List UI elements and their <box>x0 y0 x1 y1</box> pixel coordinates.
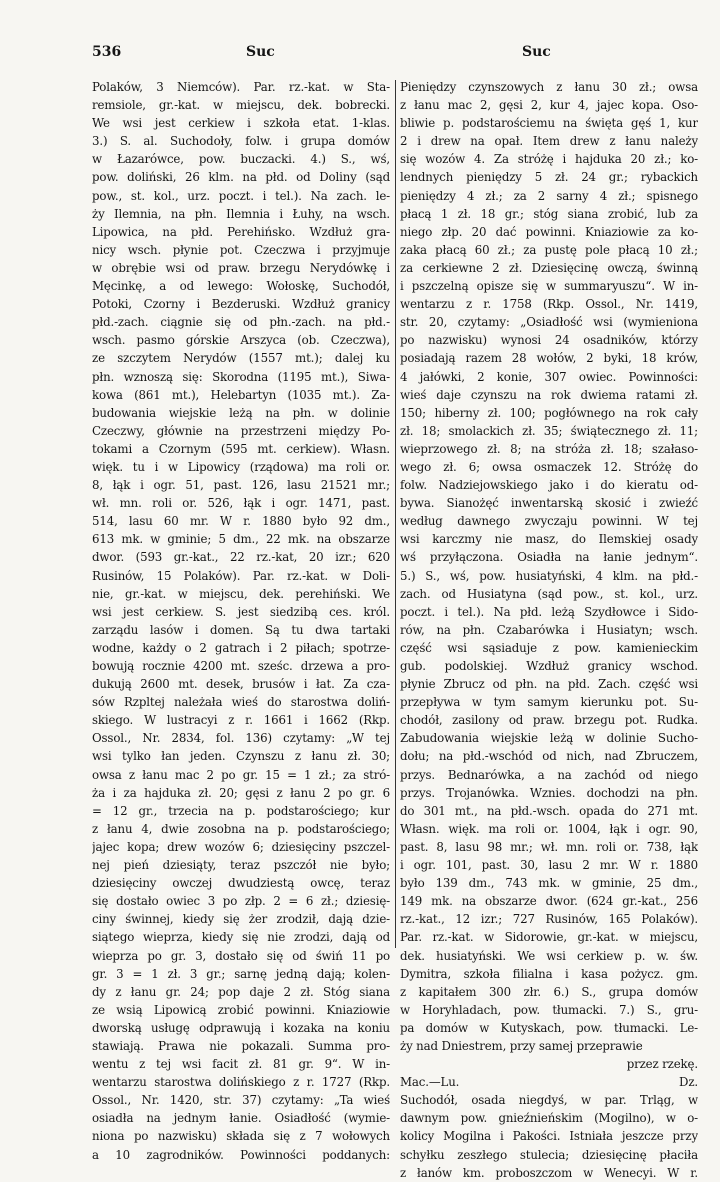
text-line: 149 mk. na obszarze dwor. (624 gr.-kat., 256 <box>400 894 698 909</box>
text-line: schyłku zeszłego stulecia; dziesięcinę płaciła <box>400 1147 698 1162</box>
left-column <box>92 78 390 1164</box>
text-line: 150; hiberny zł. 100; pogłównego na rok cały <box>400 405 698 420</box>
text-line: się dostało owiec 3 po złp. 2 = 6 zł.; dziesię- <box>92 894 390 909</box>
text-line: płn. wznoszą się: Skorodna (1195 mt.), Siwa- <box>92 369 390 384</box>
text-line: więk. tu i w Lipowicy (rządowa) ma roli or. <box>92 459 390 474</box>
text-line: według dawnego zwyczaju powinni. W tej <box>400 514 698 529</box>
text-line: za cerkiewne 2 zł. Dziesięcinę owczą, świnną <box>400 260 698 275</box>
text-line: Mac.—Lu. Dz. <box>400 1075 698 1090</box>
text-line: i pszczelną opisze się w summaryuszu“. W in- <box>400 279 698 294</box>
text-line: = 12 gr., trzecia na p. podstarościego; kur <box>92 803 390 818</box>
text-line: zach. od Husiatyna (sąd pow., st. kol., urz. <box>400 586 698 601</box>
text-line: ze wsią Lipowicą zrobić powinni. Kniaziowie <box>92 1002 390 1017</box>
text-line: dy z łanu gr. 24; pop daje 2 zł. Stóg siana <box>92 984 390 999</box>
text-line: wego zł. 6; owsa osmaczek 12. Stróżę do <box>400 459 698 474</box>
text-line: Potoki, Czorny i Bezderuski. Wzdłuż granicy <box>92 297 390 312</box>
text-line: niona po nazwisku) składa się z 7 wołowych <box>92 1129 390 1144</box>
text-line: ży Ilemnia, na płn. Ilemnia i Łuhy, na wsch. <box>92 206 390 221</box>
text-line: rów, na płn. Czabarówka i Husiatyn; wsch. <box>400 622 698 637</box>
text-line: z łanów km. proboszczom w Wenecyi. W r. <box>400 1165 698 1180</box>
text-line: pow. doliński, 26 klm. na płd. od Doliny (sąd <box>92 170 390 185</box>
text-line: wś przyłączona. Osiadła na łanie jednym“. <box>400 550 698 565</box>
text-line: z łanu mac 2, gęsi 2, kur 4, jajec kopa. Oso- <box>400 98 698 113</box>
text-line: gr. 3 = 1 zł. 3 gr.; sarnę jedną dają; kolen- <box>92 966 390 981</box>
text-line: skiego. W lustracyi z r. 1661 i 1662 (Rkp. <box>92 713 390 728</box>
text-line: wentarzu starostwa dolińskiego z r. 1727 (Rkp. <box>92 1075 390 1090</box>
text-line: pow., st. kol., urz. poczt. i tel.). Na zach. le- <box>92 188 390 203</box>
text-line: dawnym pow. gnieźnieńskim (Mogilno), w o- <box>400 1111 698 1126</box>
text-line: We wsi jest cerkiew i szkoła etat. 1-klas. <box>92 116 390 131</box>
text-line: było 139 dm., 743 mk. w gminie, 25 dm., <box>400 876 698 891</box>
right-column <box>400 78 698 1182</box>
text-line: Dymitra, szkoła filialna i kasa pożycz. gm. <box>400 966 698 981</box>
text-line: owsa z łanu mac 2 po gr. 15 = 1 zł.; za stró- <box>92 767 390 782</box>
text-line: płacą 1 zł. 18 gr.; stóg siana zrobić, lub za <box>400 206 698 221</box>
text-line: 4 jałówki, 2 konie, 307 owiec. Powinności: <box>400 369 698 384</box>
text-line: lendnych pieniędzy 5 zł. 24 gr.; rybackich <box>400 170 698 185</box>
text-line: wieprzowego zł. 8; na stróża zł. 18; szałaso- <box>400 441 698 456</box>
text-line: 8, łąk i ogr. 51, past. 126, lasu 21521 mr.; <box>92 478 390 493</box>
text-line: bowują rocznie 4200 mt. sześc. drzewa a pro- <box>92 659 390 673</box>
text-line: nej pień dziesiąty, teraz pszczół nie było; <box>92 858 390 873</box>
text-line: Par. rz.-kat. w Sidorowie, gr.-kat. w miejscu, <box>400 930 698 945</box>
text-line: tokami a Czornym (595 mt. cerkiew). Własn. <box>92 441 390 456</box>
text-line: Suchodół, osada niegdyś, w par. Trląg, w <box>400 1093 698 1108</box>
text-line: dołu; na płd.-wschód od nich, nad Zbruczem, <box>400 749 698 764</box>
text-line: nie, gr.-kat. w miejscu, dek. perehiński. We <box>92 586 390 601</box>
column-rule <box>395 80 396 948</box>
text-line: gub. podolskiej. Wzdłuż granicy wschod. <box>400 659 698 673</box>
text-line: wsch. pasmo górskie Arszyca (ob. Czeczwa), <box>92 333 390 348</box>
text-line: dek. husiatyński. We wsi cerkiew p. w. św. <box>400 948 698 963</box>
text-line: poczt. i tel.). Na płd. leżą Szydłowce i Sido- <box>400 604 698 619</box>
text-line: Czeczwy, głównie na przestrzeni między Po- <box>92 423 390 438</box>
text-line: ża i za hajduka zł. 20; gęsi z łanu 2 po gr. 6 <box>92 785 390 800</box>
text-line: przys. Bednarówka, a na zachód od niego <box>400 767 698 782</box>
text-line: dwor. (593 gr.-kat., 22 rz.-kat, 20 izr.; 620 <box>92 550 390 565</box>
text-line: przepływa w tym samym kierunku pot. Su- <box>400 695 698 710</box>
text-line: stawiają. Prawa nie pokazali. Summa pro- <box>92 1038 390 1053</box>
text-line: Własn. więk. ma roli or. 1004, łąk i ogr. 90, <box>400 821 698 836</box>
text-line: a 10 zagrodników. Powinności poddanych: <box>92 1147 390 1162</box>
text-line: 3.) S. al. Suchodoły, folw. i grupa domów <box>92 134 390 149</box>
text-line: płd.-zach. ciągnie się od płn.-zach. na płd.- <box>92 315 390 330</box>
text-line: bywa. Sianożęć inwentarską skosić i zwieźć <box>400 496 698 511</box>
text-line: Zabudowania wiejskie leżą w dolinie Sucho- <box>400 731 698 746</box>
page-number: 536 <box>92 44 122 60</box>
page-header <box>0 44 720 68</box>
text-line: dziesięciny owczej dwudziestą owcę, teraz <box>92 876 390 891</box>
text-line: 2 i drew na opał. Item drew z łanu należy <box>400 134 698 149</box>
text-line: budowania wiejskie leżą na płn. w dolinie <box>92 405 390 420</box>
text-line: chodół, zasilony od praw. brzegu pot. Rudka. <box>400 713 698 728</box>
text-line: Rusinów, 15 Polaków). Par. rz.-kat. w Doli- <box>92 568 390 583</box>
running-head-left: Suc <box>246 44 275 60</box>
text-line: wieprza po gr. 3, dostało się od świń 11 po <box>92 948 390 963</box>
text-line: kowa (861 mt.), Helebartyn (1035 mt.). Za- <box>92 387 390 402</box>
text-line: wodne, każdy o 2 gatrach i 2 piłach; spotrze- <box>92 640 390 655</box>
text-line: z łanu 4, dwie zosobna na p. podstarościego; <box>92 821 390 836</box>
text-line: wsi tylko łan jeden. Czynszu z łanu zł. 30; <box>92 749 390 764</box>
text-line: 5.) S., wś, pow. husiatyński, 4 klm. na płd.- <box>400 568 698 583</box>
text-line: 514, lasu 60 mr. W r. 1880 było 92 dm., <box>92 514 390 529</box>
text-line: i ogr. 101, past. 30, lasu 2 mr. W r. 1880 <box>400 858 698 873</box>
text-line: w obrębie wsi od praw. brzegu Nerydówkę i <box>92 260 390 275</box>
text-line: ciny świnnej, kiedy się żer zrodził, dają dzie- <box>92 912 390 927</box>
text-line: bliwie p. podstarościemu na święta gęś 1, kur <box>400 116 698 131</box>
text-line: Ossol., Nr. 1420, str. 37) czytamy: „Ta wieś <box>92 1093 390 1108</box>
text-line: zł. 18; smolackich zł. 35; świątecznego zł. 11; <box>400 423 698 438</box>
text-line: jajec kopa; drew wozów 6; dziesięciny pszczel- <box>92 839 390 854</box>
text-line: niego złp. 20 dać powinni. Kniaziowie za ko- <box>400 224 698 239</box>
text-line: się wozów 4. Za stróżę i hajduka 20 zł.; ko- <box>400 152 698 167</box>
text-line: ży nad Dniestrem, przy samej przeprawie <box>400 1038 643 1053</box>
text-line: pa domów w Kutyskach, pow. tłumacki. Le- <box>400 1020 698 1035</box>
text-line: wł. mn. roli or. 526, łąk i ogr. 1471, past. <box>92 496 390 511</box>
text-line: rz.-kat., 12 izr.; 727 Rusinów, 165 Polaków). <box>400 912 698 927</box>
text-line: siątego wieprza, kiedy się nie zrodzi, dają od <box>92 930 390 945</box>
text-line: Męcinkę, a od lewego: Wołoskę, Suchodół, <box>92 279 390 294</box>
text-line: osiadła na jednym łanie. Osiadłość (wymie- <box>92 1111 390 1126</box>
text-line: sów Rzpltej należała wieś do starostwa doliń- <box>92 695 390 710</box>
text-line: past. 8, lasu 98 mr.; wł. mn. roli or. 738, łąk <box>400 839 698 854</box>
text-line: Lipowica, na płd. Perehińsko. Wzdłuż gra- <box>92 224 390 239</box>
text-line: 613 mk. w gminie; 5 dm., 22 mk. na obszarze <box>92 532 390 547</box>
text-line: pieniędzy 4 zł.; za 2 sarny 4 zł.; spisnego <box>400 188 698 203</box>
text-line: Polaków, 3 Niemców). Par. rz.-kat. w Sta- <box>92 80 390 94</box>
text-line: z kapitałem 300 złr. 6.) S., grupa domów <box>400 984 698 999</box>
text-line: posiadają razem 28 wołów, 2 byki, 18 krów, <box>400 351 698 366</box>
text-line: płynie Zbrucz od płn. na płd. Zach. część wsi <box>400 677 698 692</box>
text-line: część wsi sąsiaduje z pow. kamienieckim <box>400 640 698 655</box>
text-line: kolicy Mogilna i Pakości. Istniała jeszcze przy <box>400 1129 698 1144</box>
text-line: przez rzekę. <box>626 1057 698 1072</box>
text-line: nicy wsch. płynie pot. Czeczwa i przyjmuje <box>92 242 390 257</box>
text-line: str. 20, czytamy: „Osiadłość wsi (wymieniona <box>400 315 698 330</box>
text-line: dukują 2600 mt. desek, brusów i łat. Za cza- <box>92 677 390 692</box>
text-line: remsiole, gr.-kat. w miejscu, dek. bobrecki. <box>92 98 390 113</box>
text-line: przys. Trojanówka. Wznies. dochodzi na płn. <box>400 785 698 800</box>
text-line: wsi karczmy nie masz, do Ilemskiej osady <box>400 532 698 547</box>
text-line: wentu z tej wsi facit zł. 81 gr. 9“. W in- <box>92 1057 390 1072</box>
text-line: w Horyhladach, pow. tłumacki. 7.) S., gru- <box>400 1002 698 1017</box>
text-line: po nazwisku) wynosi 24 osadników, którzy <box>400 333 698 348</box>
text-line: ze szczytem Nerydów (1557 mt.); dalej ku <box>92 351 390 366</box>
text-line: wieś daje czynszu na rok dwiema ratami zł. <box>400 387 698 402</box>
running-head-right: Suc <box>522 44 551 60</box>
text-line: dworską usługę odprawują i kozaka na koniu <box>92 1020 390 1035</box>
text-line: w Łazarówce, pow. buczacki. 4.) S., wś, <box>92 152 390 167</box>
text-line: wentarzu z r. 1758 (Rkp. Ossol., Nr. 1419, <box>400 297 698 312</box>
text-line: do 301 mt., na płd.-wsch. opada do 271 mt. <box>400 803 698 818</box>
text-line: wsi jest cerkiew. S. jest siedzibą ces. król. <box>92 604 390 619</box>
text-line: zarządu lasów i domen. Są tu dwa tartaki <box>92 622 390 637</box>
text-line: folw. Nadziejowskiego jako i do kieratu od- <box>400 478 698 493</box>
text-line: Pieniędzy czynszowych z łanu 30 zł.; owsa <box>400 80 698 94</box>
text-line: Ossol., Nr. 2834, fol. 136) czytamy: „W tej <box>92 731 390 746</box>
text-line: zaka płacą 60 zł.; za pustę pole płacą 10 zł.; <box>400 242 698 257</box>
